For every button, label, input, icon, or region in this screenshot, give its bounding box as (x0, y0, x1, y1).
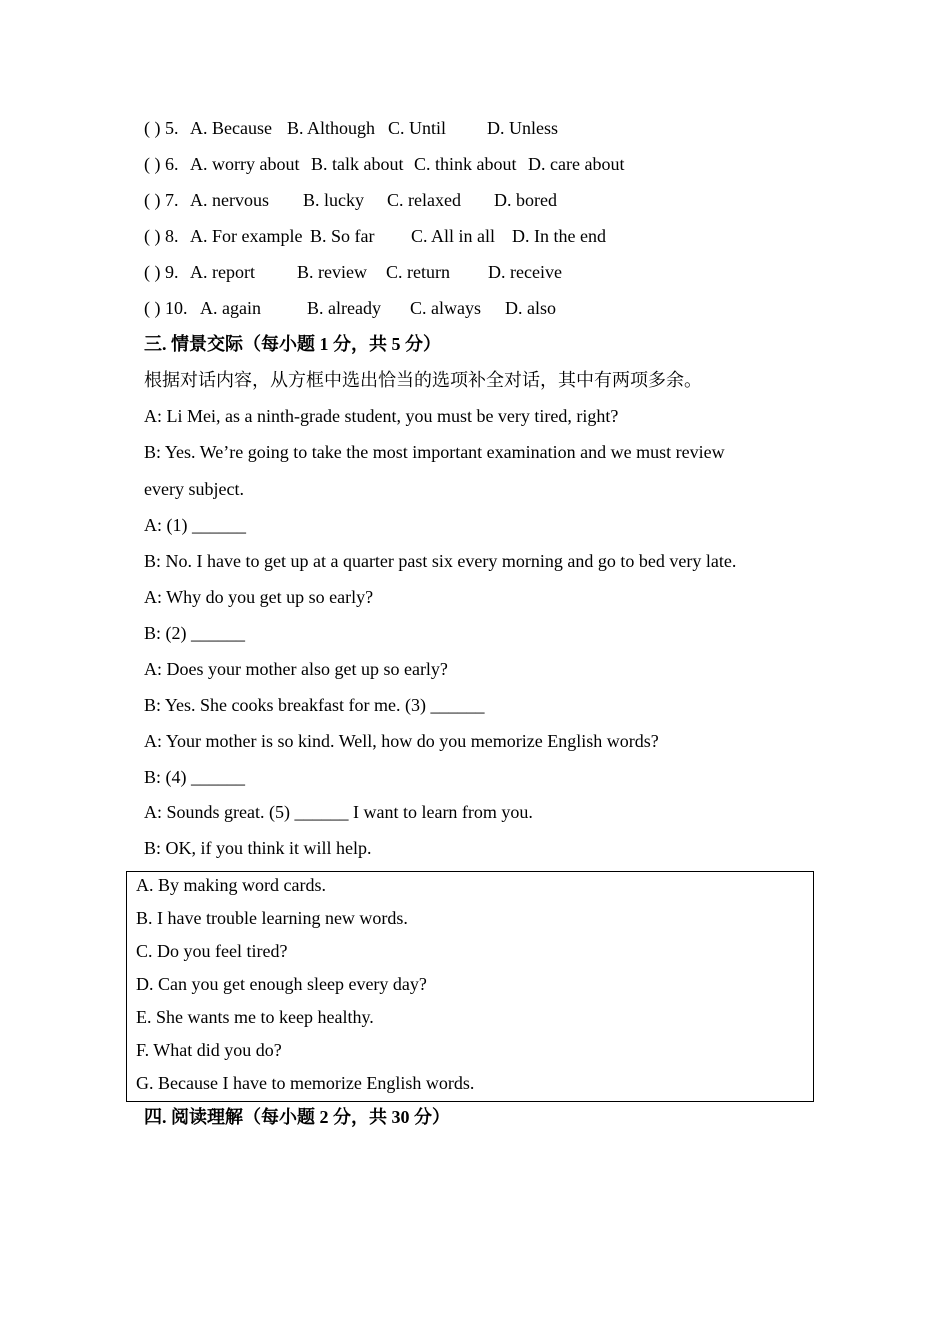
option-b: B. Although (287, 118, 376, 138)
option-c: C. return (386, 262, 450, 282)
option-a: A. report (190, 262, 255, 282)
option-item: E. She wants me to keep healthy. (136, 1007, 374, 1027)
question-number: ( ) 10. (144, 298, 188, 318)
option-b: B. already (307, 298, 381, 318)
dialogue-line: every subject. (144, 479, 244, 499)
question-number: ( ) 5. (144, 118, 179, 138)
question-number: ( ) 6. (144, 154, 179, 174)
option-c: C. relaxed (387, 190, 461, 210)
dialogue-line: B: Yes. We’re going to take the most important examination and we must review (144, 442, 725, 462)
question-number: ( ) 8. (144, 226, 179, 246)
question-number: ( ) 9. (144, 262, 179, 282)
dialogue-line: A: Your mother is so kind. Well, how do you memorize English words? (144, 731, 659, 751)
option-d: D. also (505, 298, 556, 318)
section4-heading: 四. 阅读理解（每小题 2 分，共 30 分） (144, 1107, 450, 1127)
option-d: D. care about (528, 154, 625, 174)
options-box (126, 871, 814, 1102)
option-a: A. nervous (190, 190, 269, 210)
dialogue-line: B: (2) ______ (144, 623, 245, 643)
dialogue-line: A: Does your mother also get up so early? (144, 659, 448, 679)
dialogue-line: B: OK, if you think it will help. (144, 838, 372, 858)
option-d: D. receive (488, 262, 562, 282)
option-c: C. All in all (411, 226, 496, 246)
dialogue-line: A: Sounds great. (5) ______ I want to learn from you. (144, 802, 533, 822)
option-c: C. Until (388, 118, 447, 138)
option-c: C. always (410, 298, 481, 318)
option-item: F. What did you do? (136, 1040, 282, 1060)
option-b: B. talk about (311, 154, 404, 174)
dialogue-line: B: No. I have to get up at a quarter past six every morning and go to bed very late. (144, 551, 737, 571)
dialogue-line: A: (1) ______ (144, 515, 246, 535)
option-b: B. So far (310, 226, 375, 246)
dialogue-line: A: Why do you get up so early? (144, 587, 374, 607)
option-d: D. Unless (487, 118, 558, 138)
option-d: D. bored (494, 190, 557, 210)
dialogue-line: B: Yes. She cooks breakfast for me. (3) ______ (144, 695, 485, 715)
option-a: A. worry about (190, 154, 300, 174)
option-c: C. think about (414, 154, 517, 174)
option-item: A. By making word cards. (136, 875, 326, 895)
section3-heading: 三. 情景交际（每小题 1 分，共 5 分） (144, 334, 441, 354)
option-item: G. Because I have to memorize English words. (136, 1073, 475, 1093)
option-d: D. In the end (512, 226, 606, 246)
section3-instruction: 根据对话内容，从方框中选出恰当的选项补全对话，其中有两项多余。 (144, 370, 702, 390)
option-b: B. review (297, 262, 367, 282)
option-item: B. I have trouble learning new words. (136, 908, 408, 928)
dialogue-line: A: Li Mei, as a ninth-grade student, you must be very tired, right? (144, 406, 619, 426)
question-number: ( ) 7. (144, 190, 179, 210)
option-a: A. For example (190, 226, 303, 246)
option-item: C. Do you feel tired? (136, 941, 288, 961)
dialogue-line: B: (4) ______ (144, 767, 245, 787)
option-a: A. again (200, 298, 261, 318)
option-b: B. lucky (303, 190, 364, 210)
option-item: D. Can you get enough sleep every day? (136, 974, 427, 994)
option-a: A. Because (190, 118, 272, 138)
